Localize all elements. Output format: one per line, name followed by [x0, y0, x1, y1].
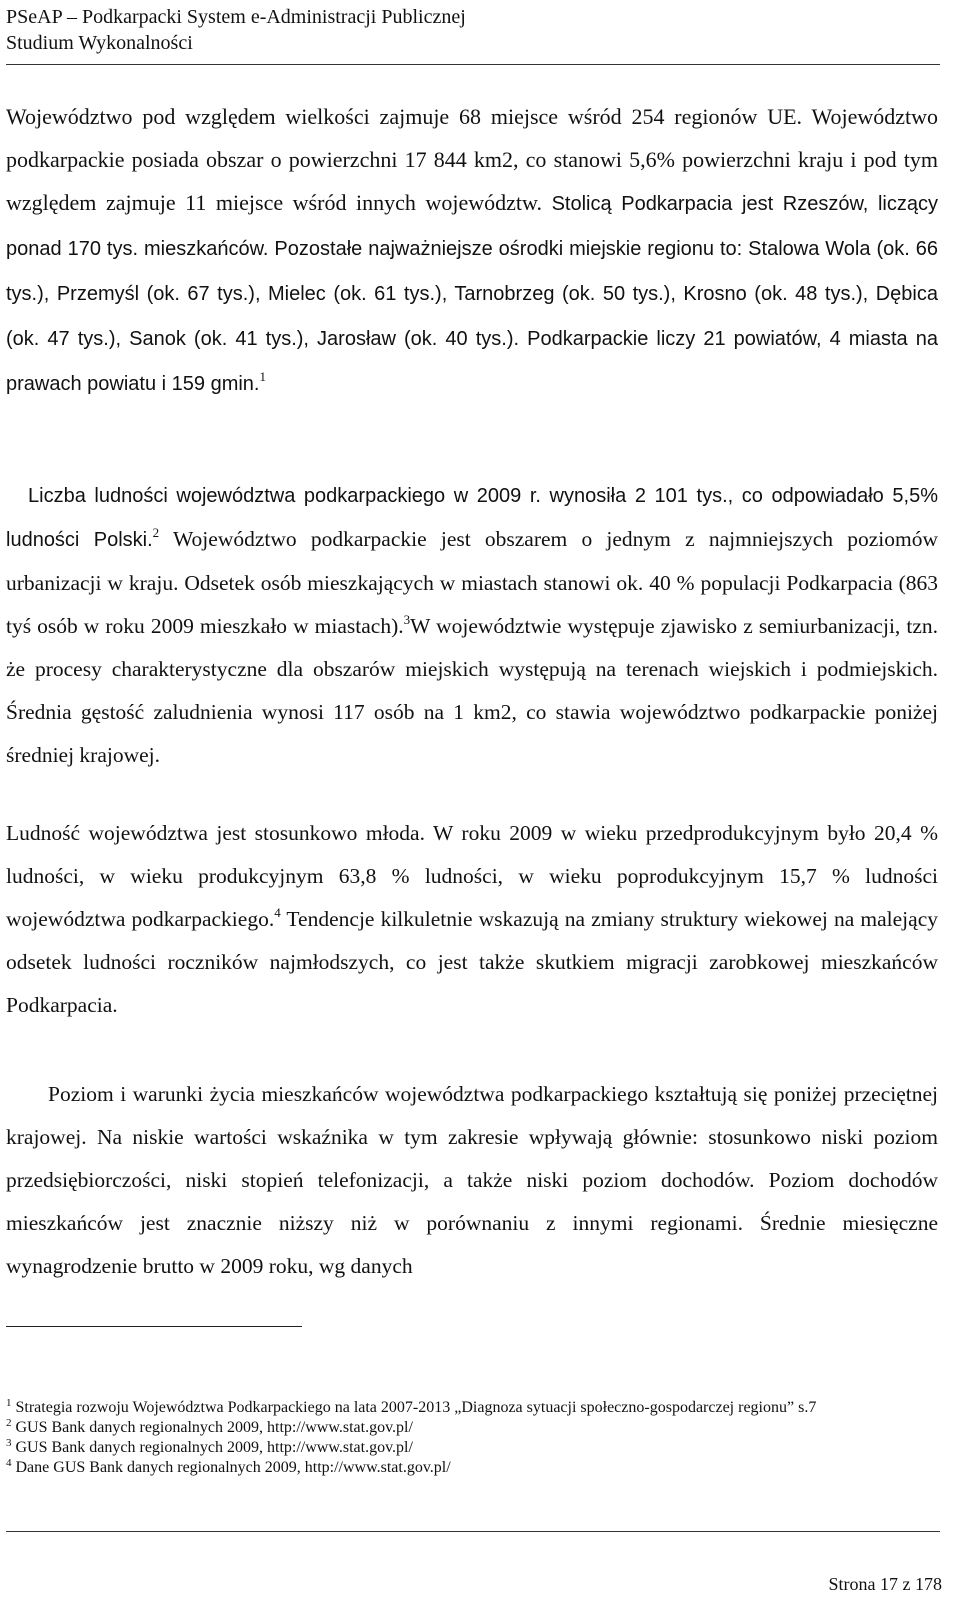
footnote-text: GUS Bank danych regionalnych 2009, http://www.stat.gov.pl/ — [15, 1439, 413, 1456]
page-number: Strona 17 z 178 — [828, 1574, 942, 1594]
paragraph-age-structure — [6, 812, 938, 1027]
footnote-item — [6, 1418, 926, 1438]
footnote-text: Strategia rozwoju Województwa Podkarpackiego na lata 2007-2013 „Diagnoza sytuacji społeczno-gospodarczej regionu” s.7 — [15, 1399, 817, 1416]
footnote-number: 1 — [6, 1397, 12, 1409]
paragraph-text: Województwo podkarpackie jest obszarem o jednym z najmniejszych poziomów urbanizacji w kraju. Odsetek osób mieszkających w miastach stanowi ok. 40 % populacji Podkarpacia (863 tyś osób w roku 2009 mieszkało w miastach). — [6, 527, 938, 638]
page-header — [6, 4, 946, 56]
footnote-number: 2 — [6, 1417, 12, 1429]
paragraph-region-overview — [6, 95, 938, 406]
paragraph-text: Poziom i warunki życia mieszkańców województwa podkarpackiego kształtują się poniżej przeciętnej krajowej. Na niskie wartości wskaźnika w tym zakresie wpływają głównie: stosunkowo niski poziom przedsiębiorczości, niski stopień telefonizacji, a także niski poziom dochodów. Poziom dochodów mieszkańców jest znacznie niższy niż w porównaniu z innymi regionami. Średnie miesięczne wynagrodzenie brutto w 2009 roku, wg danych — [6, 1082, 938, 1278]
footnote-text: Dane GUS Bank danych regionalnych 2009, http://www.stat.gov.pl/ — [15, 1459, 451, 1476]
footnote-item — [6, 1398, 926, 1418]
footnote-ref[interactable]: 1 — [259, 369, 266, 384]
header-title: PSeAP – Podkarpacki System e-Administracji Publicznej — [6, 6, 466, 28]
footnote-number: 3 — [6, 1437, 12, 1449]
paragraph-text: Tendencje kilkuletnie wskazują na zmiany struktury wiekowej na malejący odsetek ludności roczników najmłodszych, co jest także skutkiem migracji zarobkowej mieszkańców Podkarpacia. — [6, 907, 938, 1017]
footnote-text: GUS Bank danych regionalnych 2009, http://www.stat.gov.pl/ — [15, 1419, 413, 1436]
paragraph-text: W województwie występuje zjawisko z semiurbanizacji, tzn. że procesy charakterystyczne dla obszarów miejskich występują na terenach wiejskich i podmiejskich. Średnia gęstość zaludnienia wynosi 117 osób na 1 km2, co stawia województwo podkarpackie poniżej średniej krajowej. — [6, 614, 938, 767]
footnote-item — [6, 1438, 926, 1458]
header-divider — [6, 64, 940, 65]
footnote-ref[interactable]: 2 — [152, 525, 160, 540]
footnote-ref[interactable]: 4 — [274, 905, 281, 920]
paragraph-text: Liczba ludności województwa podkarpackiego w 2009 r. wynosiła 2 101 tys., co odpowiadało 5,5% ludności Polski. — [6, 485, 938, 551]
paragraph-population — [6, 474, 938, 777]
header-subtitle: Studium Wykonalności — [6, 32, 193, 54]
footer-divider — [6, 1531, 940, 1532]
paragraph-living-conditions — [6, 1073, 938, 1288]
footnotes — [6, 1398, 926, 1478]
footnote-separator — [6, 1326, 302, 1327]
paragraph-text: Województwo pod względem wielkości zajmuje 68 miejsce wśród 254 regionów UE. Województwo podkarpackie posiada obszar o powierzchni 17 844 km2, co stanowi 5,6% powierzchni kraju i pod tym względem zajmuje 11 miejsce wśród innych województw. — [6, 104, 938, 215]
footnote-item — [6, 1458, 926, 1478]
footnote-ref[interactable]: 3 — [403, 612, 411, 627]
footnote-number: 4 — [6, 1457, 12, 1469]
paragraph-text: Stolicą Podkarpacia jest Rzeszów, liczący ponad 170 tys. mieszkańców. Pozostałe najważniejsze ośrodki miejskie regionu to: Stalowa Wola (ok. 66 tys.), Przemyśl (ok. 67 tys.), Mielec (ok. 61 tys.), Tarnobrzeg (ok. 50 tys.), Krosno (ok. 48 tys.), Dębica (ok. 47 tys.), Sanok (ok. 41 tys.), Jarosław (ok. 40 tys.). Podkarpackie liczy 21 powiatów, 4 miasta na prawach powiatu i 159 gmin. — [6, 193, 938, 395]
paragraph-text: Ludność województwa jest stosunkowo młoda. W roku 2009 w wieku przedprodukcyjnym było 20,4 % ludności, w wieku produkcyjnym 63,8 % ludności, w wieku poprodukcyjnym 15,7 % ludności województwa podkarpackiego. — [6, 821, 938, 931]
